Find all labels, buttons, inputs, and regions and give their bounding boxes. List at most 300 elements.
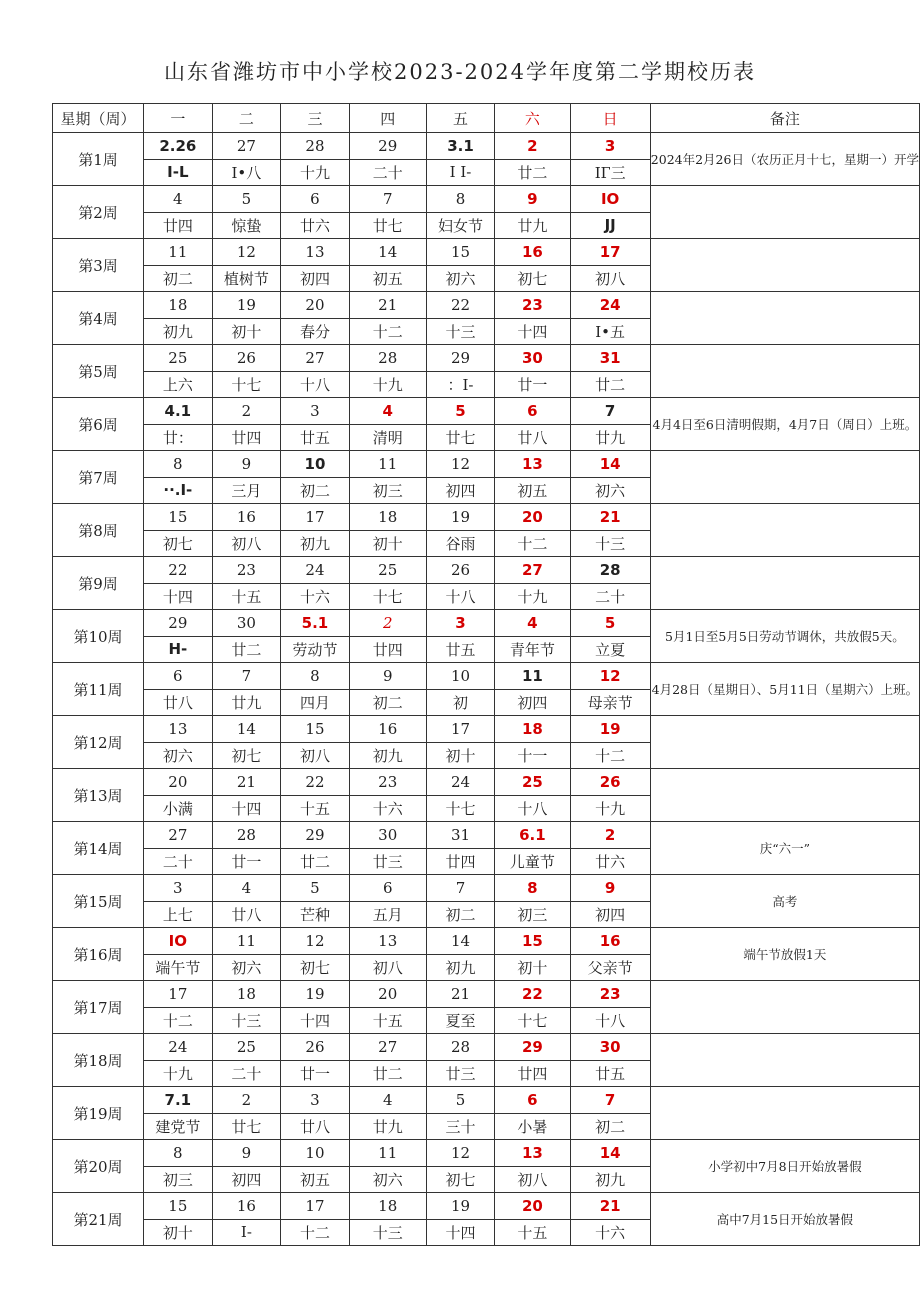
date-number: 27 [378,1037,398,1056]
lunar-date: 初三 [495,901,569,928]
day-cell [426,1034,495,1087]
date-number: 29 [450,348,471,367]
lunar-date: 廿二 [495,159,569,186]
day-cell [426,716,495,769]
date-number: 16 [378,719,398,738]
day-cell [281,557,350,610]
remark-cell [650,451,919,504]
lunar-date: 初六 [144,742,212,769]
lunar-date: 劳动节 [281,636,349,663]
day-cell [144,1034,213,1087]
day-cell [144,1087,213,1140]
lunar-date: 初八 [571,265,650,292]
day-cell [281,1140,350,1193]
day-cell [570,1087,650,1140]
lunar-date: 惊蛰 [213,212,281,239]
date-number: 16 [599,931,621,950]
lunar-date: 十四 [144,583,212,610]
lunar-date: 植树节 [213,265,281,292]
day-cell [570,186,650,239]
date-number: 3 [310,1090,320,1109]
day-cell [426,663,495,716]
lunar-date: 十三 [350,1219,426,1246]
day-cell [212,716,281,769]
remark-cell: 4月28日（星期日）、5月11日（星期六）上班。 [650,663,919,716]
date-number: 5.1 [301,613,329,632]
day-cell [426,610,495,663]
day-cell [426,1087,495,1140]
day-cell [426,928,495,981]
lunar-date: 廿四 [350,636,426,663]
remark-cell [650,292,919,345]
remark-cell [650,504,919,557]
header-sat: 六 [495,104,570,133]
day-cell [281,981,350,1034]
week-row [53,239,920,292]
date-number: 7 [382,189,393,208]
lunar-date: 十七 [213,371,281,398]
day-cell [426,875,495,928]
day-cell [144,663,213,716]
day-cell [426,1140,495,1193]
date-number: 6 [382,878,393,897]
day-cell [495,716,570,769]
lunar-date: 十七 [427,795,495,822]
date-number: 19 [450,1196,471,1215]
header-thu: 四 [349,104,426,133]
lunar-date: 十九 [571,795,650,822]
date-number: 24 [599,295,621,314]
remark-cell [650,769,919,822]
lunar-date: 廿八 [495,424,569,451]
date-number: 24 [305,560,325,579]
lunar-date: 十五 [213,583,281,610]
date-number: 15 [450,242,471,261]
day-cell [144,610,213,663]
lunar-date: 廿六 [571,848,650,875]
lunar-date: 廿七 [427,424,495,451]
day-cell [349,557,426,610]
date-number: 18 [378,507,398,526]
lunar-date: 廿二 [213,636,281,663]
day-cell [212,769,281,822]
day-cell [349,981,426,1034]
day-cell [570,663,650,716]
remark-cell: 高中7月15日开始放暑假 [650,1193,919,1246]
date-number: 7 [604,401,616,420]
lunar-date: 初七 [281,954,349,981]
week-row [53,557,920,610]
lunar-date: 初三 [144,1166,212,1193]
date-number: 11 [236,931,256,950]
lunar-date: 清明 [350,424,426,451]
date-number: 3 [173,878,183,897]
week-label: 第4周 [53,292,144,345]
lunar-date: 小暑 [495,1113,569,1140]
day-cell [349,610,426,663]
day-cell [570,1034,650,1087]
day-cell [212,504,281,557]
date-number: 14 [599,1143,621,1162]
date-number: 14 [450,931,471,950]
day-cell [212,186,281,239]
lunar-date: ：I- [427,371,495,398]
date-number: 7 [241,666,252,685]
lunar-date: 廿二 [281,848,349,875]
lunar-date: 十二 [571,742,650,769]
lunar-date: 廿三 [350,848,426,875]
date-number: 21 [236,772,256,791]
day-cell [349,398,426,451]
day-cell [495,1034,570,1087]
day-cell [570,928,650,981]
day-cell [570,716,650,769]
remark-cell: 4月4日至6日清明假期，4月7日（周日）上班。 [650,398,919,451]
date-number: 12 [450,1143,471,1162]
header-week: 星期（周） [53,104,144,133]
week-row [53,1193,920,1246]
lunar-date: 十八 [571,1007,650,1034]
date-number: 2 [527,136,538,155]
date-number: 28 [236,825,256,844]
date-number: 18 [378,1196,398,1215]
week-row [53,292,920,345]
date-number: 30 [599,1037,621,1056]
week-label: 第8周 [53,504,144,557]
date-number: 25 [521,772,543,791]
lunar-date: I•八 [213,159,281,186]
lunar-date: 初八 [350,954,426,981]
week-row [53,981,920,1034]
lunar-date: 初八 [213,530,281,557]
date-number: 13 [168,719,188,738]
day-cell [212,981,281,1034]
header-wed: 三 [281,104,350,133]
date-number: 26 [599,772,621,791]
date-number: 14 [378,242,398,261]
lunar-date: 廿一 [281,1060,349,1087]
date-number: 3 [455,613,466,632]
week-row [53,1140,920,1193]
week-label: 第18周 [53,1034,144,1087]
date-number: 5 [604,613,616,632]
date-number: 22 [168,560,188,579]
date-number: 8 [173,454,183,473]
header-remark: 备注 [650,104,919,133]
lunar-date: 初十 [350,530,426,557]
day-cell [426,557,495,610]
date-number: 7.1 [164,1090,192,1109]
lunar-date: 初七 [427,1166,495,1193]
date-number: 3.1 [447,136,474,155]
date-number: 3 [604,136,616,155]
lunar-date: 廿四 [427,848,495,875]
remark-cell: 5月1日至5月5日劳动节调休，共放假5天。 [650,610,919,663]
date-number: 16 [236,507,256,526]
lunar-date: 初四 [281,265,349,292]
lunar-date: 十二 [281,1219,349,1246]
lunar-date: 十一 [495,742,569,769]
date-number: 18 [521,719,543,738]
week-label: 第9周 [53,557,144,610]
date-number: 26 [450,560,471,579]
day-cell [212,133,281,186]
week-label: 第6周 [53,398,144,451]
date-number: 18 [168,295,188,314]
lunar-date: 十四 [427,1219,495,1246]
date-number: 15 [168,507,188,526]
date-number: 3 [310,401,320,420]
day-cell [212,1140,281,1193]
lunar-date: 初八 [495,1166,569,1193]
day-cell [212,928,281,981]
lunar-date: 初六 [427,265,495,292]
week-row [53,133,920,186]
lunar-date: 廿七 [350,212,426,239]
date-number: 16 [521,242,543,261]
lunar-date: 初九 [571,1166,650,1193]
lunar-date: 十四 [495,318,569,345]
header-mon: 一 [144,104,213,133]
remark-cell [650,981,919,1034]
lunar-date: 初二 [350,689,426,716]
remark-cell [650,557,919,610]
date-number: 4 [241,878,252,897]
lunar-date: 廿二 [571,371,650,398]
lunar-date: 廿一 [213,848,281,875]
remark-cell: 高考 [650,875,919,928]
date-number: 14 [236,719,256,738]
day-cell [281,451,350,504]
date-number: 24 [450,772,471,791]
lunar-date: 廿九 [213,689,281,716]
date-number: IO [168,931,187,950]
day-cell [281,398,350,451]
date-number: 10 [450,666,471,685]
lunar-date: 廿五 [281,424,349,451]
day-cell [570,557,650,610]
date-number: 23 [599,984,621,1003]
lunar-date: 十四 [281,1007,349,1034]
date-number: 20 [168,772,188,791]
week-row [53,1034,920,1087]
date-number: 6 [527,401,538,420]
lunar-date: 廿八 [144,689,212,716]
date-number: 2 [604,825,616,844]
lunar-date: 初七 [213,742,281,769]
lunar-date: 初五 [281,1166,349,1193]
date-number: 2 [382,613,393,632]
date-number: 4 [382,401,393,420]
lunar-date: I I- [427,159,495,186]
lunar-date: 初五 [350,265,426,292]
remark-cell: 庆“六一” [650,822,919,875]
day-cell [281,504,350,557]
date-number: 29 [168,613,188,632]
day-cell [212,557,281,610]
day-cell [212,345,281,398]
date-number: 31 [599,348,621,367]
lunar-date: 母亲节 [571,689,650,716]
date-number: 17 [305,507,325,526]
date-number: 29 [305,825,325,844]
day-cell [144,451,213,504]
date-number: 21 [450,984,471,1003]
day-cell [495,451,570,504]
day-cell [570,398,650,451]
header-fri: 五 [426,104,495,133]
day-cell [570,610,650,663]
date-number: 15 [305,719,325,738]
date-number: 15 [168,1196,188,1215]
week-row [53,398,920,451]
date-number: 13 [521,454,543,473]
date-number: 19 [305,984,325,1003]
day-cell [495,345,570,398]
lunar-date: I•五 [571,318,650,345]
date-number: 25 [168,348,188,367]
date-number: 2 [241,1090,252,1109]
lunar-date: 上六 [144,371,212,398]
day-cell [349,345,426,398]
date-number: 23 [521,295,543,314]
date-number: 27 [305,348,325,367]
lunar-date: I-L [144,159,212,186]
lunar-date: 二十 [571,583,650,610]
lunar-date: 十八 [427,583,495,610]
lunar-date: 廿九 [350,1113,426,1140]
lunar-date: 廿四 [144,212,212,239]
lunar-date: 十三 [427,318,495,345]
day-cell [349,663,426,716]
week-row [53,186,920,239]
day-cell [570,875,650,928]
date-number: 28 [305,136,325,155]
day-cell [144,557,213,610]
date-number: 6 [310,189,320,208]
lunar-date: 初九 [281,530,349,557]
day-cell [570,292,650,345]
lunar-date: 妇女节 [427,212,495,239]
lunar-date: 端午节 [144,954,212,981]
week-label: 第14周 [53,822,144,875]
week-label: 第15周 [53,875,144,928]
day-cell [426,186,495,239]
week-label: 第13周 [53,769,144,822]
lunar-date: 十六 [571,1219,650,1246]
day-cell [281,239,350,292]
date-number: 2 [241,401,252,420]
date-number: 12 [236,242,256,261]
day-cell [495,398,570,451]
date-number: 5 [455,401,466,420]
lunar-date: 小满 [144,795,212,822]
lunar-date: 初十 [495,954,569,981]
date-number: 9 [604,878,616,897]
lunar-date: 廿五 [427,636,495,663]
date-number: 16 [236,1196,256,1215]
lunar-date: 谷雨 [427,530,495,557]
lunar-date: 十九 [281,159,349,186]
day-cell [144,504,213,557]
lunar-date: 初二 [427,901,495,928]
lunar-date: 廿四 [213,424,281,451]
week-row [53,716,920,769]
lunar-date: 廿四 [495,1060,569,1087]
date-number: 7 [604,1090,616,1109]
lunar-date: 初四 [213,1166,281,1193]
date-number: 13 [521,1143,543,1162]
day-cell [212,1087,281,1140]
day-cell [281,716,350,769]
lunar-date: 初十 [427,742,495,769]
day-cell [426,345,495,398]
date-number: 30 [236,613,256,632]
date-number: 9 [241,1143,252,1162]
lunar-date: 三十 [427,1113,495,1140]
week-row [53,769,920,822]
day-cell [570,1140,650,1193]
date-number: 17 [305,1196,325,1215]
date-number: 15 [521,931,543,950]
date-number: 27 [168,825,188,844]
day-cell [349,769,426,822]
lunar-date: 十九 [144,1060,212,1087]
header-tue: 二 [212,104,281,133]
day-cell [495,981,570,1034]
day-cell [349,133,426,186]
date-number: 19 [599,719,621,738]
date-number: 6.1 [519,825,546,844]
date-number: 2.26 [159,136,197,155]
lunar-date: 父亲节 [571,954,650,981]
week-label: 第1周 [53,133,144,186]
lunar-date: 廿三 [427,1060,495,1087]
day-cell [495,1087,570,1140]
date-number: 19 [236,295,256,314]
date-number: 31 [450,825,471,844]
date-number: 13 [378,931,398,950]
lunar-date: 立夏 [571,636,650,663]
day-cell [281,663,350,716]
day-cell [144,1193,213,1246]
day-cell [570,451,650,504]
remark-cell [650,1087,919,1140]
day-cell [212,292,281,345]
date-number: 23 [378,772,398,791]
lunar-date: 初十 [213,318,281,345]
lunar-date: 廿： [144,424,212,451]
day-cell [570,504,650,557]
lunar-date: 初六 [213,954,281,981]
lunar-date: 四月 [281,689,349,716]
lunar-date: 二十 [213,1060,281,1087]
week-label: 第10周 [53,610,144,663]
lunar-date: 廿九 [571,424,650,451]
day-cell [281,186,350,239]
week-label: 第7周 [53,451,144,504]
day-cell [212,451,281,504]
date-number: 27 [521,560,543,579]
date-number: 17 [450,719,471,738]
day-cell [212,239,281,292]
day-cell [570,345,650,398]
day-cell [349,822,426,875]
lunar-date: 初八 [281,742,349,769]
week-label: 第5周 [53,345,144,398]
day-cell [349,504,426,557]
day-cell [212,822,281,875]
